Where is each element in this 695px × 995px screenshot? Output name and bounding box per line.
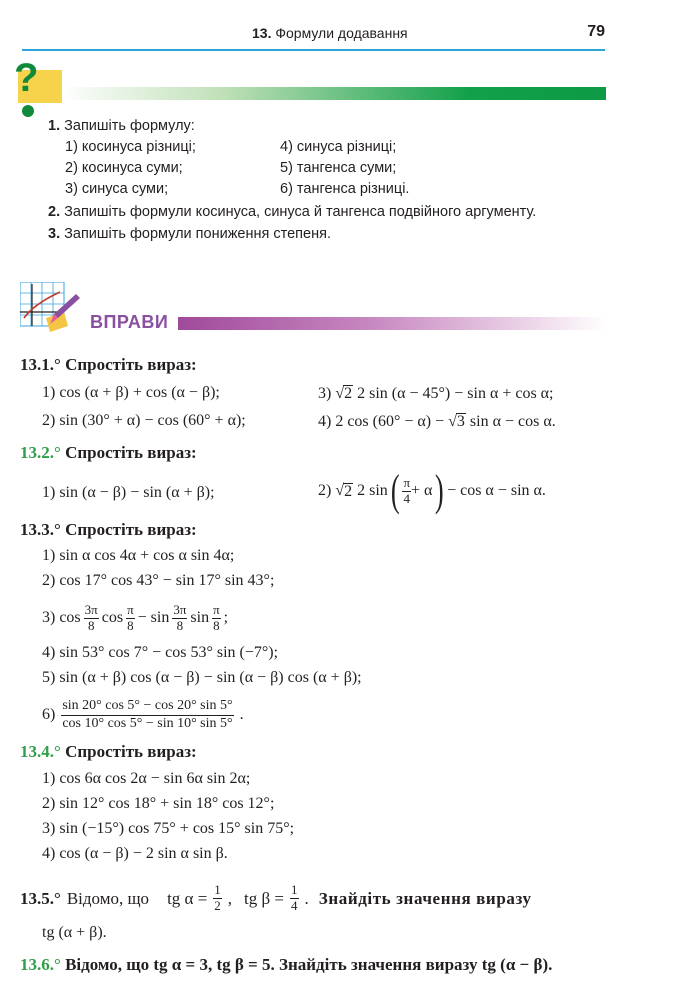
chapter-title [252,25,408,41]
question-3 [48,226,331,242]
exercises-graph-icon [20,282,80,334]
chapter-number: 13. [252,25,272,41]
exercise-13-4-title [20,743,197,760]
question-1 [48,118,195,134]
exercise-number: 13.2.° [20,443,61,462]
item-expression: ; [223,609,229,626]
question-1-item: 4) синуса різниці; [280,139,397,155]
question-2 [48,204,536,220]
exercise-prompt: Спростіть вираз: [65,520,197,539]
fraction [213,883,222,914]
question-1-item: 1) косинуса різниці; [65,139,196,155]
exercise-text: Відомо, що tg α = 3, tg β = 5. Знайдіть значення виразу tg (α − β). [65,955,553,974]
exercise-item: 1) sin α cos 4α + cos α sin 4α; [42,547,235,564]
exercise-item [318,468,546,514]
fraction-numerator: 1 [214,881,221,897]
fraction-numerator: 3π [84,601,98,617]
chapter-title-text: Формули додавання [275,25,408,41]
fraction-numerator: π [213,601,220,617]
question-1-item: 5) тангенса суми; [280,160,397,176]
question-3-text: Запишіть формули пониження степеня. [64,226,331,242]
sqrt-value: 3 [456,413,465,430]
item-label: 3) [318,385,332,402]
fraction-denominator: 4 [403,490,410,506]
fraction [61,698,233,731]
sqrt-sign: √ [335,482,345,499]
exercise-prompt: Спростіть вираз: [65,742,197,761]
exercise-number: 13.3.° [20,520,61,539]
item-label: 2) [318,482,332,499]
fraction-numerator: π [127,601,134,617]
right-paren: ) [435,466,445,515]
exercise-item: 3) sin (−15°) cos 75° + cos 15° sin 75°; [42,820,295,837]
exercise-13-1-title [20,356,197,373]
exercise-number: 13.1.° [20,355,61,374]
exercise-item: 2) sin 12° cos 18° + sin 18° cos 12°; [42,795,275,812]
question-1-item: 3) синуса суми; [65,181,169,197]
item-expression: sin [190,609,210,626]
exercise-13-5 [20,877,532,919]
exercise-item: 2) cos 17° cos 43° − sin 17° sin 43°; [42,572,275,589]
exercise-number: 13.4.° [20,742,61,761]
exercise-13-5-continued: tg (α + β). [42,924,107,941]
question-1-number: 1. [48,118,61,134]
question-3-number: 3. [48,226,61,242]
fraction-numerator: π [403,474,411,490]
item-expression: + α [411,482,433,499]
exercise-text: . [304,888,309,908]
exercise-item [318,385,554,402]
page-number: 79 [587,23,605,40]
left-paren: ( [390,466,400,515]
exercise-item [318,413,556,430]
fraction [212,603,221,634]
sqrt-sign: √ [448,413,457,430]
exercise-prompt: Спростіть вираз: [65,355,197,374]
fraction-denominator: 4 [291,897,298,913]
exercise-item: 1) cos 6α cos 2α − sin 6α sin 2α; [42,770,251,787]
exercise-item: 5) sin (α + β) cos (α − β) − sin (α − β) cos (α + β); [42,669,362,686]
fraction-denominator: 8 [213,617,220,633]
question-2-number: 2. [48,204,61,220]
item-expression: 3) cos [42,609,81,626]
item-label: 6) [42,706,56,723]
exercise-text: Знайдіть значення виразу [318,888,532,908]
sqrt-value: 2 [344,482,353,500]
question-1-item: 2) косинуса суми; [65,160,183,176]
fraction-denominator: 8 [127,617,134,633]
item-expression: cos [101,609,124,626]
exercise-prompt: Спростіть вираз: [65,443,197,462]
exercise-item [42,598,228,638]
item-expression: 2 sin (α − 45°) − sin α + cos α; [357,385,554,402]
exercise-item: 4) sin 53° cos 7° − cos 53° sin (−7°); [42,644,279,661]
fraction [84,603,99,634]
fraction-denominator: 8 [87,617,95,633]
fraction-denominator: cos 10° cos 5° − sin 10° sin 5° [62,715,233,731]
exercise-text: Відомо, що [66,888,150,908]
item-expression: 2 sin [357,482,388,499]
fraction-denominator: 8 [176,617,184,633]
exercise-13-2-title [20,444,197,461]
question-2-text: Запишіть формули косинуса, синуса й тангенса подвійного аргументу. [64,204,537,220]
exercise-item: 1) sin (α − β) − sin (α + β); [42,484,215,501]
item-expression: . [239,706,244,723]
fraction [402,476,411,507]
exercise-number: 13.6.° [20,955,61,974]
exercise-item: 4) cos (α − β) − 2 sin α sin β. [42,845,228,862]
exercise-text: , [227,888,233,908]
page-header [22,20,605,51]
exercise-13-3-title [20,521,197,538]
questions-bar [60,87,606,100]
sqrt-sign: √ [335,385,345,402]
question-dot-icon [22,105,34,117]
question-1-item: 6) тангенса різниці. [280,181,410,197]
exercise-item [42,694,244,736]
sqrt-value: 2 [344,385,353,402]
fraction [172,603,187,634]
question-mark-icon: ? [14,56,39,100]
fraction [126,603,135,634]
exercises-bar [178,317,606,330]
fraction-denominator: 2 [214,897,221,913]
fraction [290,883,299,914]
exercise-item: 2) sin (30° + α) − cos (60° + α); [42,412,246,429]
exercise-item: 1) cos (α + β) + cos (α − β); [42,384,220,401]
exercise-13-6 [20,956,552,973]
question-1-text: Запишіть формулу: [64,118,195,134]
fraction-numerator: sin 20° cos 5° − cos 20° sin 5° [61,698,233,715]
item-expression: − cos α − sin α. [447,482,546,499]
exercise-text: tg α = [167,888,208,908]
item-expression: − sin [137,609,170,626]
fraction-numerator: 3π [173,601,187,617]
exercises-heading: ВПРАВИ [90,312,169,332]
exercise-number: 13.5.° [20,888,61,908]
exercise-text: tg β = [244,888,284,908]
fraction-numerator: 1 [291,881,298,897]
item-expression: sin α − cos α. [469,413,556,430]
item-expression: 4) 2 cos (60° − α) − [318,413,445,430]
